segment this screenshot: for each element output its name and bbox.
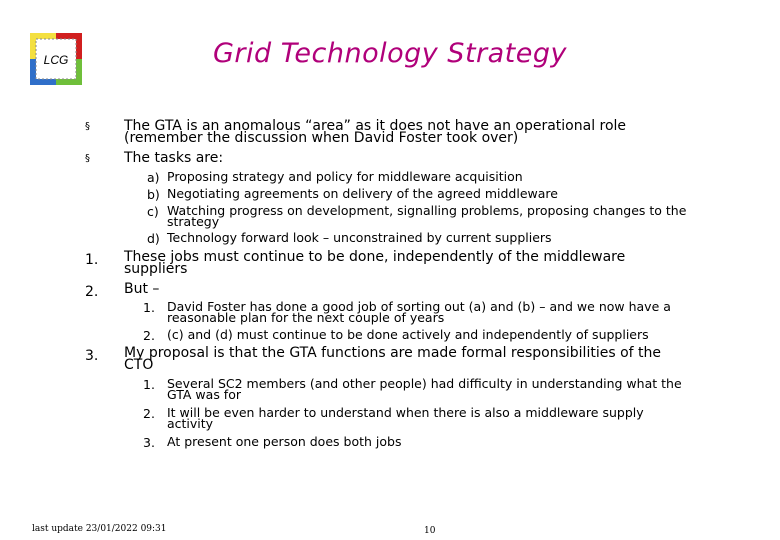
sub-point-text: Several SC2 members (and other people) had difficulty in understanding what the GTA was for	[167, 376, 682, 402]
bullet-marker: §	[85, 121, 90, 132]
sub-point-number: 3.	[143, 435, 155, 450]
task-label: b)	[147, 187, 160, 202]
lcg-logo-text: LCG	[43, 53, 69, 67]
page-title: Grid Technology Strategy	[212, 38, 567, 69]
sub-point-text: At present one person does both jobs	[167, 434, 402, 449]
last-update-footer: last update 23/01/2022 09:31	[32, 524, 167, 534]
task-label: d)	[147, 231, 160, 246]
point-text: My proposal is that the GTA functions are made formal responsibilities of the CTO	[124, 345, 661, 373]
point-number: 2.	[85, 284, 99, 300]
sub-point-number: 1.	[143, 377, 155, 392]
point-text: These jobs must continue to be done, independently of the middleware suppliers	[124, 249, 626, 277]
tasks-heading: The tasks are:	[124, 150, 224, 166]
task-label: c)	[147, 204, 159, 219]
point-number: 3.	[85, 348, 99, 364]
sub-point-text: David Foster has done a good job of sorting out (a) and (b) – and we now have a reasonable plan for the next couple of years	[167, 299, 671, 325]
task-label: a)	[147, 170, 160, 185]
sub-point-number: 1.	[143, 300, 155, 315]
point-text: But –	[124, 281, 160, 297]
task-item: Technology forward look – unconstrained by current suppliers	[167, 230, 552, 245]
intro-paragraph: The GTA is an anomalous “area” as it does not have an operational role (remember the discussion when David Foster took over)	[124, 118, 627, 146]
bullet-marker: §	[85, 153, 90, 164]
task-item: Proposing strategy and policy for middleware acquisition	[167, 169, 523, 184]
task-item: Watching progress on development, signalling problems, proposing changes to the strategy	[167, 203, 687, 229]
page-number: 10	[424, 526, 436, 536]
point-number: 1.	[85, 252, 99, 268]
sub-point-number: 2.	[143, 406, 155, 421]
sub-point-text: (c) and (d) must continue to be done actively and independently of suppliers	[167, 327, 649, 342]
sub-point-number: 2.	[143, 328, 155, 343]
task-item: Negotiating agreements on delivery of the agreed middleware	[167, 186, 558, 201]
sub-point-text: It will be even harder to understand when there is also a middleware supply activity	[167, 405, 644, 431]
